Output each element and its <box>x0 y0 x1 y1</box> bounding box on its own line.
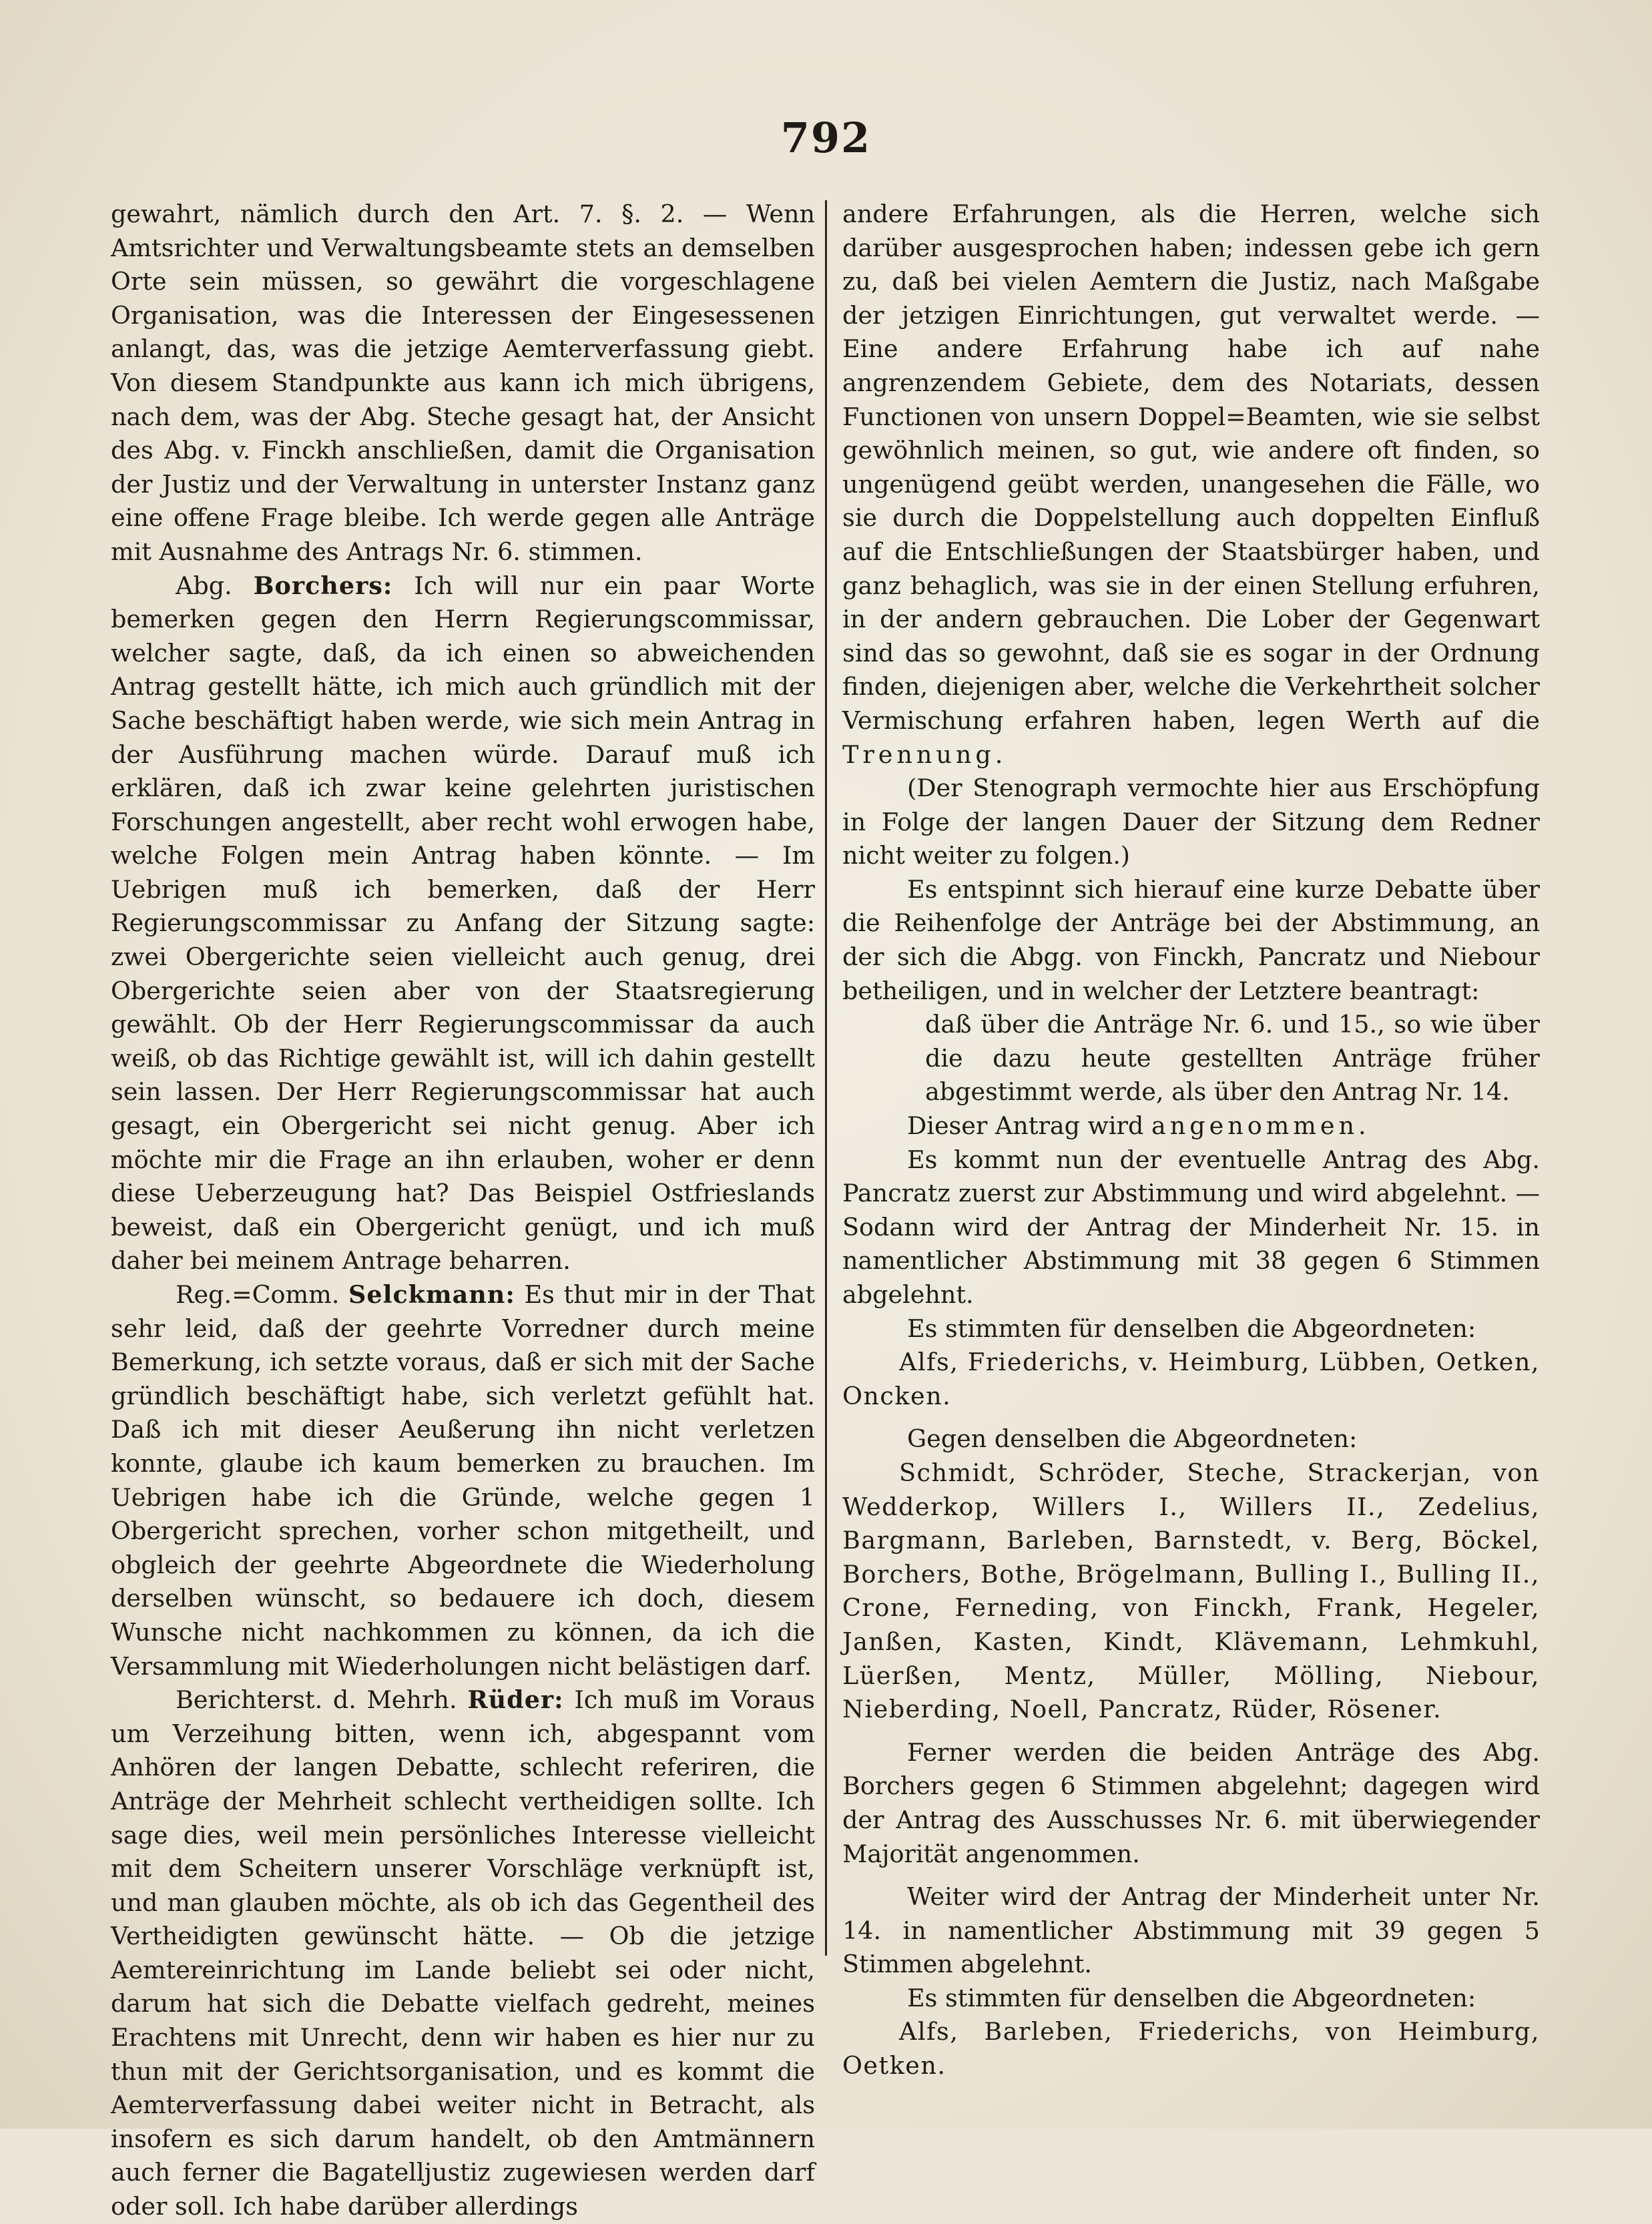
paragraph <box>842 1109 1540 1143</box>
stenograph-note: (Der Stenograph vermochte hier aus Erschöpfung in Folge der langen Dauer der Sitzung dem Redner nicht weiter zu folgen.) <box>842 774 1540 870</box>
column-divider <box>825 200 827 1956</box>
vote-list-against: Schmidt, Schröder, Steche, Strackerjan, von Wedderkop, Willers I., Willers II., Zedelius, Bargmann, Barleben, Barnstedt, v. Berg, Böckel, Borchers, Bothe, Brögelmann, Bulling I., Bulling II., Crone, Ferneding, von Finckh, Frank, Hegeler, Janßen, Kasten, Kindt, Klävemann, Lehmkuhl, Lüerßen, Mentz, Müller, Mölling, Niebour, Nieberding, Noell, Pancratz, Rüder, Rösener. <box>842 1458 1540 1724</box>
vote-list-for: Alfs, Friederichs, v. Heimburg, Lübben, Oetken, Oncken. <box>842 1348 1540 1410</box>
spacer <box>842 1413 1540 1422</box>
paragraph: Weiter wird der Antrag der Minderheit unter Nr. 14. in namentlicher Abstimmung mit 39 gegen 5 Stimmen abgelehnt. <box>842 1882 1540 1979</box>
speaker-name: Selckmann: <box>348 1280 515 1309</box>
paragraph: Es stimmten für denselben die Abgeordneten: <box>907 1314 1476 1343</box>
speaker-name: Rüder: <box>467 1685 564 1715</box>
paragraph: Es entspinnt sich hierauf eine kurze Debatte über die Reihenfolge der Anträge bei der Abstimmung, an der sich die Abgg. von Finckh, Pancratz und Niebour betheiligen, und in welcher der Letztere beantragt: <box>842 874 1540 1005</box>
spaced-word: Trennung. <box>842 740 1007 769</box>
speaker-name: Borchers: <box>253 571 393 600</box>
speaker-prefix: Reg.=Comm. <box>176 1280 340 1309</box>
paragraph: gewahrt, nämlich durch den Art. 7. §. 2. — Wenn Amtsrichter und Verwaltungsbeamte stets an demselben Orte sein müssen, so gewährt die vorgeschlagene Organisation, was die Interessen der Eingesessenen anlangt, das, was die jetzige Aemterverfassung giebt. Von diesem Standpunkte aus kann ich mich übrigens, nach dem, was der Abg. Steche gesagt hat, der Ansicht des Abg. v. Finckh anschließen, damit die Organisation der Justiz und der Verwaltung in unterster Instanz ganz eine offene Frage bleibe. Ich werde gegen alle Anträge mit Ausnahme des Antrags Nr. 6. stimmen. <box>111 200 815 566</box>
paragraph-text: Dieser Antrag wird <box>907 1111 1144 1141</box>
motion-text: daß über die Anträge Nr. 6. und 15., so wie über die dazu heute gestellten Anträge früher abgestimmt werde, als über den Antrag Nr. 14. <box>925 1010 1540 1107</box>
speech-selckmann <box>111 1278 815 1683</box>
spacer <box>842 1871 1540 1880</box>
paragraph-text: andere Erfahrungen, als die Herren, welche sich darüber ausgesprochen haben; indessen gebe ich gern zu, daß bei vielen Aemtern die Justiz, nach Maßgabe der jetzigen Einrichtungen, gut verwaltet werde. — Eine andere Erfahrung habe ich auf nahe angrenzendem Gebiete, dem des Notariats, dessen Functionen von unsern Doppel=Beamten, wie sie selbst gewöhnlich meinen, so gut, wie andere oft finden, so ungenügend geübt werden, unangesehen die Fälle, wo sie durch die Doppelstellung auch doppelten Einfluß auf die Entschließungen der Staatsbürger haben, und ganz behaglich, was sie in der einen Stellung erfuhren, in der andern gebrauchen. Die Lober der Gegenwart sind das so gewohnt, daß sie es sogar in der Ordnung finden, diejenigen aber, welche die Verkehrtheit solcher Vermischung erfahren haben, legen Werth auf die <box>842 200 1540 735</box>
paragraph <box>842 198 1540 772</box>
speech-text: Ich muß im Voraus um Verzeihung bitten, wenn ich, abgespannt vom Anhören der langen Debatte, schlecht referiren, die Anträge der Mehrheit schlecht vertheidigen sollte. Ich sage dies, weil mein persönliches Interesse vielleicht mit dem Scheitern unserer Vorschläge verknüpft ist, und man glauben möchte, als ob ich das Gegentheil des Vertheidigten gewünscht hätte. — Ob die jetzige Aemtereinrichtung im Lande beliebt sei oder nicht, darum hat sich die Debatte vielfach gedreht, meines Erachtens mit Unrecht, denn wir haben es hier nur zu thun mit der Gerichtsorganisation, und es kommt die Aemterverfassung dabei weiter nicht in Betracht, als insofern es sich darum handelt, ob den Amtmännern auch ferner die Bagatelljustiz zugewiesen werden darf oder soll. Ich habe darüber allerdings <box>111 1685 816 2221</box>
paragraph: Gegen denselben die Abgeordneten: <box>907 1424 1358 1454</box>
speech-text: Ich will nur ein paar Worte bemerken gegen den Herrn Regierungscommissar, welcher sagte, daß, da ich einen so abweichenden Antrag gestellt hätte, ich mich auch gründlich mit der Sache beschäftigt haben werde, wie sich mein Antrag in der Ausführung machen würde. Darauf muß ich erklären, daß ich zwar keine gelehrten juristischen Forschungen angestellt, aber recht wohl erwogen habe, welche Folgen mein Antrag haben könnte. — Im Uebrigen muß ich bemerken, daß der Herr Regierungscommissar zu Anfang der Sitzung sagte: zwei Obergerichte seien vielleicht auch genug, drei Obergerichte seien aber von der Staatsregierung gewählt. Ob der Herr Regierungscommissar da auch weiß, ob das Richtige gewählt ist, will ich dahin gestellt sein lassen. Der Herr Regierungscommissar hat auch gesagt, ein Obergericht sei nicht genug. Aber ich möchte mir die Frage an ihn erlauben, woher er denn diese Ueberzeugung hat? Das Beispiel Ostfrieslands beweist, daß ein Obergericht genügt, und ich muß daher bei meinem Antrage beharren. <box>111 571 815 1276</box>
speech-borchers <box>111 569 815 1278</box>
speech-text: Es thut mir in der That sehr leid, daß der geehrte Vorredner durch meine Bemerkung, ich setzte voraus, daß er sich mit der Sache gründlich beschäftigt habe, sich verletzt gefühlt hat. Daß ich mit dieser Aeußerung ihn nicht verletzen konnte, glaube ich kaum bemerken zu brauchen. Im Uebrigen habe ich die Gründe, welche gegen 1 Obergericht sprechen, vorher schon mitgetheilt, und obgleich der geehrte Abgeordnete die Wiederholung derselben wünscht, so bedauere ich doch, diesem Wunsche nicht nachkommen zu können, da ich die Versammlung mit Wiederholungen nicht belästigen darf. <box>111 1280 816 1681</box>
vote-list-for-2: Alfs, Barleben, Friederichs, von Heimburg, Oetken. <box>842 2017 1540 2080</box>
paragraph: Es kommt nun der eventuelle Antrag des Abg. Pancratz zuerst zur Abstimmung und wird abgelehnt. — Sodann wird der Antrag der Minderheit Nr. 15. in namentlicher Abstimmung mit 38 gegen 6 Stimmen abgelehnt. <box>842 1145 1540 1309</box>
left-column <box>111 198 815 2224</box>
speech-rueder <box>111 1683 815 2224</box>
paragraph: Ferner werden die beiden Anträge des Abg. Borchers gegen 6 Stimmen abgelehnt; dagegen wird der Antrag des Ausschusses Nr. 6. mit überwiegender Majorität angenommen. <box>842 1737 1540 1868</box>
speaker-prefix: Berichterst. d. Mehrh. <box>176 1685 457 1715</box>
spaced-word: angenommen. <box>1151 1111 1370 1141</box>
page-number: 792 <box>780 113 872 162</box>
paragraph: Es stimmten für denselben die Abgeordneten: <box>907 1983 1476 2012</box>
right-column <box>842 198 1540 2083</box>
speaker-prefix: Abg. <box>176 571 232 600</box>
spacer <box>842 1727 1540 1736</box>
